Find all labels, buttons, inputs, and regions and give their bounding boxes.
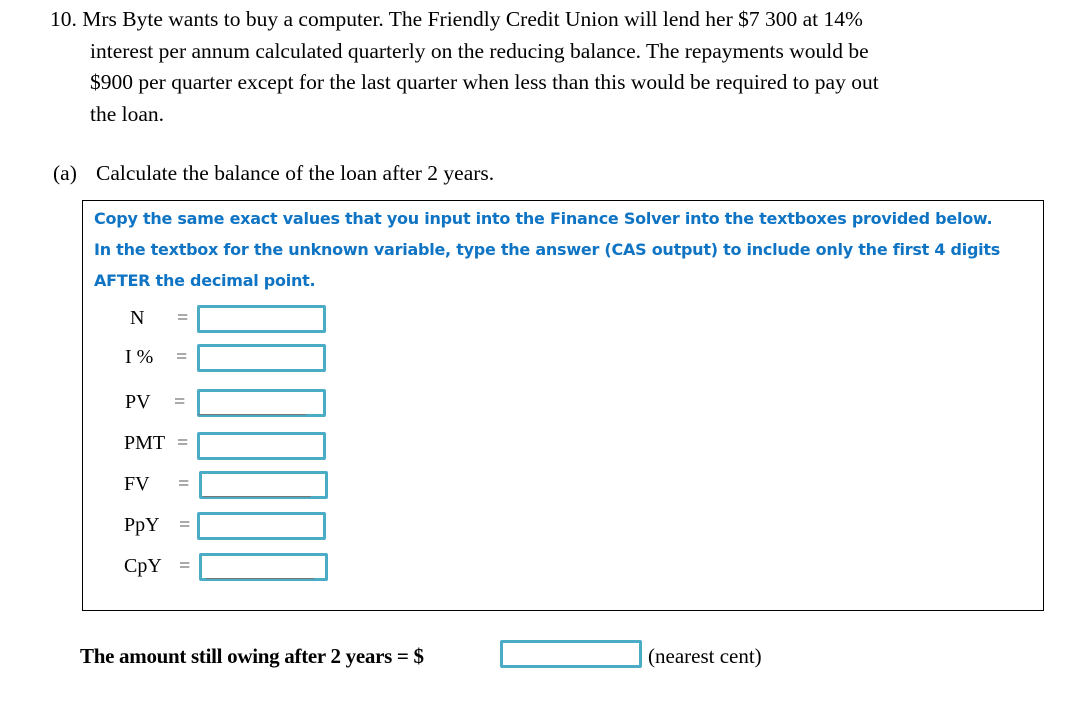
equals-sign: = [178, 473, 190, 495]
question-line: $900 per quarter except for the last quarter when less than this would be required to pay out [90, 70, 879, 94]
fv-input[interactable] [199, 471, 328, 499]
field-label-cpy: CpY [124, 555, 162, 577]
equals-sign: = [176, 346, 188, 368]
part-a-text: Calculate the balance of the loan after 2 years. [96, 161, 495, 185]
instructions [94, 203, 1039, 296]
equals-sign: = [179, 555, 191, 577]
answer-line [80, 640, 424, 672]
cpy-input[interactable] [199, 553, 328, 581]
instruction-line: Copy the same exact values that you input into the Finance Solver into the textboxes provided below. [94, 209, 993, 228]
question-line: interest per annum calculated quarterly on the reducing balance. The repayments would be [90, 38, 869, 63]
underline [198, 414, 306, 415]
underline [203, 496, 311, 497]
equals-sign: = [177, 432, 189, 454]
equals-sign: = [174, 391, 186, 413]
field-label-ppy: PpY [124, 514, 160, 536]
question-line: 10. Mrs Byte wants to buy a computer. The Friendly Credit Union will lend her $7 300 at 14% [50, 7, 863, 31]
field-label-i-percent: I % [125, 346, 154, 368]
part-a-label: (a) [53, 161, 77, 185]
instruction-line: In the textbox for the unknown variable, type the answer (CAS output) to include only the first 4 digits [94, 240, 1001, 259]
pmt-input[interactable] [197, 432, 326, 460]
instruction-line: AFTER the decimal point. [94, 271, 316, 290]
n-input[interactable] [197, 305, 326, 333]
equals-sign: = [179, 514, 191, 536]
pv-input[interactable] [197, 389, 326, 417]
question-text [50, 4, 1010, 130]
question-line: the loan. [90, 101, 165, 126]
ppy-input[interactable] [197, 512, 326, 540]
answer-prompt: The amount still owing after 2 years = $ [80, 644, 424, 668]
field-label-pv: PV [125, 391, 151, 413]
answer-suffix: (nearest cent) [648, 644, 762, 668]
field-label-fv: FV [124, 473, 150, 495]
amount-owing-input[interactable] [500, 640, 642, 668]
field-label-pmt: PMT [124, 432, 166, 454]
field-label-n: N [130, 307, 145, 329]
underline [206, 578, 314, 579]
i-percent-input[interactable] [197, 344, 326, 372]
equals-sign: = [177, 307, 189, 329]
part-a-heading [53, 158, 494, 188]
